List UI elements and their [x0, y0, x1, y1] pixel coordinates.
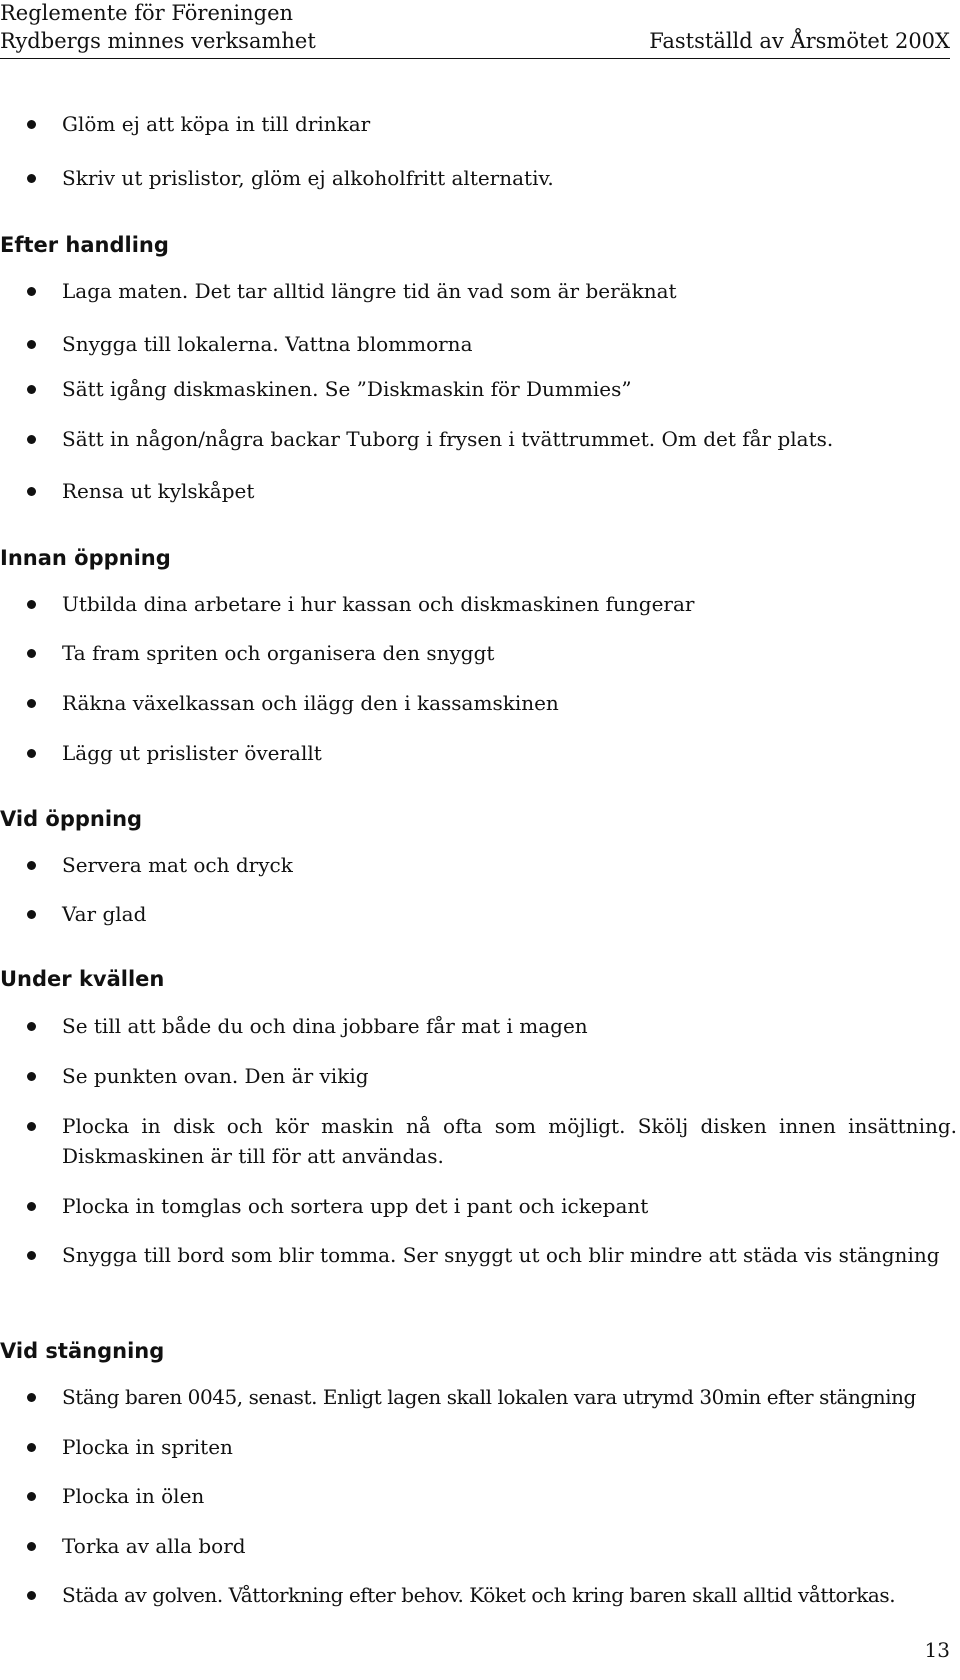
bullet-icon [27, 699, 36, 708]
bullet-icon [27, 1492, 36, 1501]
list-item-text: Stäng baren 0045, senast. Enligt lagen skall lokalen vara utrymd 30min efter stängning [62, 1385, 916, 1409]
bullet-icon [27, 1591, 36, 1600]
bullet-icon [27, 600, 36, 609]
list-item-text: Utbilda dina arbetare i hur kassan och diskmaskinen fungerar [62, 592, 695, 616]
list-item-text: Snygga till lokalerna. Vattna blommorna [62, 332, 473, 356]
list-item-text: Plocka in disk och kör maskin nå ofta som möjligt. Skölj disken innen insättning. Diskmaskinen är till för att användas. [62, 1114, 957, 1168]
bullet-icon [27, 1542, 36, 1551]
list-item-text: Städa av golven. Våttorkning efter behov. Köket och kring baren skall alltid våttorkas. [62, 1583, 896, 1607]
list-item-text: Servera mat och dryck [62, 853, 293, 877]
bullet-icon [27, 1122, 36, 1131]
section-heading-efter-handling: Efter handling [0, 233, 169, 257]
bullet-icon [27, 649, 36, 658]
list-item-text: Rensa ut kylskåpet [62, 479, 255, 503]
list-item-text: Glöm ej att köpa in till drinkar [62, 112, 371, 136]
section-heading-innan-oppning: Innan öppning [0, 546, 171, 570]
list-item-text: Skriv ut prislistor, glöm ej alkoholfritt alternativ. [62, 166, 554, 190]
section-heading-vid-stangning: Vid stängning [0, 1339, 165, 1363]
bullet-icon [27, 120, 36, 129]
header-adoption-note: Fastställd av Årsmötet 200X [649, 29, 950, 53]
bullet-icon [27, 435, 36, 444]
bullet-icon [27, 1022, 36, 1031]
list-item-text: Ta fram spriten och organisera den snyggt [62, 641, 495, 665]
page-number: 13 [924, 1638, 950, 1662]
header-title: Reglemente för Föreningen [0, 1, 294, 25]
bullet-icon [27, 340, 36, 349]
list-item-text: Torka av alla bord [62, 1534, 246, 1558]
list-item-text: Se till att både du och dina jobbare får mat i magen [62, 1014, 588, 1038]
bullet-icon [27, 1072, 36, 1081]
list-item-text: Sätt in någon/några backar Tuborg i frysen i tvättrummet. Om det får plats. [62, 427, 834, 451]
list-item-text: Räkna växelkassan och ilägg den i kassamskinen [62, 691, 559, 715]
page-header [0, 0, 950, 59]
bullet-icon [27, 861, 36, 870]
section-heading-vid-oppning: Vid öppning [0, 807, 143, 831]
header-subtitle: Rydbergs minnes verksamhet [0, 29, 316, 53]
list-item-text: Snygga till bord som blir tomma. Ser snyggt ut och blir mindre att städa vis stängning [62, 1243, 940, 1267]
bullet-icon [27, 174, 36, 183]
bullet-icon [27, 487, 36, 496]
section-heading-under-kvallen: Under kvällen [0, 967, 165, 991]
bullet-icon [27, 1251, 36, 1260]
list-item-text: Plocka in spriten [62, 1435, 233, 1459]
list-item-text: Plocka in ölen [62, 1484, 205, 1508]
bullet-icon [27, 1443, 36, 1452]
list-item-text: Sätt igång diskmaskinen. Se ”Diskmaskin för Dummies” [62, 377, 632, 401]
list-item-text: Lägg ut prislister överallt [62, 741, 322, 765]
list-item-text: Var glad [62, 902, 147, 926]
bullet-icon [27, 749, 36, 758]
bullet-icon [27, 385, 36, 394]
bullet-icon [27, 287, 36, 296]
bullet-icon [27, 910, 36, 919]
bullet-icon [27, 1202, 36, 1211]
list-item-text: Plocka in tomglas och sortera upp det i pant och ickepant [62, 1194, 649, 1218]
bullet-icon [27, 1393, 36, 1402]
list-item-text: Laga maten. Det tar alltid längre tid än vad som är beräknat [62, 279, 677, 303]
list-item-text: Se punkten ovan. Den är vikig [62, 1064, 369, 1088]
